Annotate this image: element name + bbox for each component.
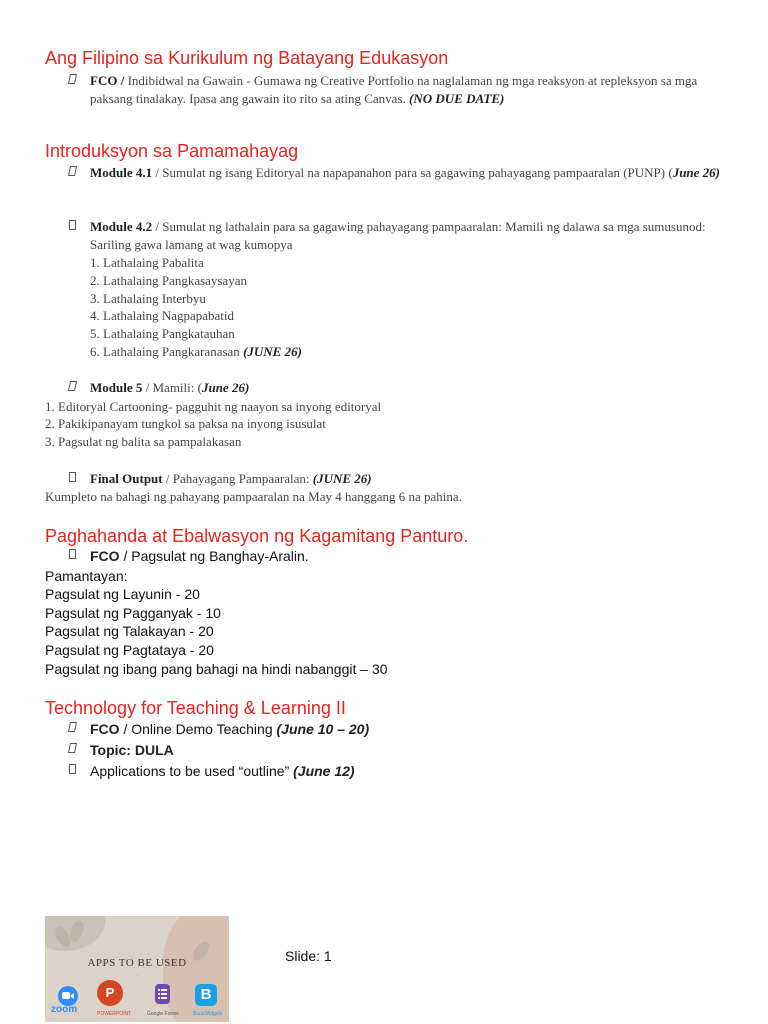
list-item: 2. Lathalaing Pangkasaysayan	[90, 273, 248, 288]
checkbox-bullet-icon	[68, 743, 77, 753]
google-forms-icon	[155, 984, 170, 1004]
section-title-kagamitang-panturo: Paghahanda at Ebalwasyon ng Kagamitang Panturo.	[45, 526, 469, 546]
list-item: 4. Lathalaing Nagpapabatid	[90, 308, 235, 323]
checkbox-bullet-icon	[69, 764, 76, 774]
list-item: 1. Lathalaing Pabalita	[90, 255, 204, 270]
section-title-filipino: Ang Filipino sa Kurikulum ng Batayang Edukasyon	[45, 48, 449, 68]
criteria-item: Pagsulat ng Layunin - 20	[45, 586, 200, 602]
checkbox-bullet-icon	[68, 74, 77, 84]
slide-thumbnail[interactable]	[45, 916, 229, 1022]
checkbox-bullet-icon	[69, 220, 76, 230]
criteria-item: Pagsulat ng ibang pang bahagi na hindi nabanggit – 30	[45, 661, 388, 677]
powerpoint-icon: P	[97, 980, 123, 1006]
criteria-item: Pagsulat ng Talakayan - 20	[45, 623, 214, 639]
zoom-label: zoom	[51, 1004, 78, 1015]
checkbox-bullet-icon	[68, 722, 77, 732]
checkbox-bullet-icon	[68, 381, 77, 391]
checkbox-bullet-icon	[68, 166, 77, 176]
thumbnail-subtitle: ...	[135, 972, 139, 977]
list-item: 3. Lathalaing Interbyu	[90, 291, 206, 306]
section-title-technology: Technology for Teaching & Learning II	[45, 698, 346, 718]
section-title-pamamahayag: Introduksyon sa Pamamahayag	[45, 141, 299, 161]
note-text: Kumpleto na bahagi ng pahayang pampaaralan na May 4 hanggang 6 na pahina.	[45, 489, 462, 504]
powerpoint-label: POWERPOINT	[97, 1011, 132, 1017]
checkbox-bullet-icon	[69, 472, 76, 482]
zoom-icon	[58, 986, 78, 1006]
criteria-item: Pagsulat ng Pagtataya - 20	[45, 642, 214, 658]
list-item: 5. Lathalaing Pangkatauhan	[90, 326, 235, 341]
list-item: 1. Editoryal Cartooning- pagguhit ng naayon sa inyong editoryal	[45, 399, 382, 414]
list-item: 6. Lathalaing Pangkaranasan (JUNE 26)	[90, 344, 302, 359]
list-item: 2. Pakikipanayam tungkol sa paksa na inyong isusulat	[45, 416, 326, 431]
google-forms-label: Google Forms	[147, 1011, 179, 1017]
criteria-item: Pagsulat ng Pagganyak - 10	[45, 605, 221, 621]
bookwidgets-label: BookWidgets	[193, 1011, 223, 1017]
bookwidgets-icon: B	[195, 984, 217, 1006]
checkbox-bullet-icon	[69, 549, 76, 559]
decorative-shape	[163, 916, 229, 1022]
criteria-heading: Pamantayan:	[45, 568, 128, 584]
slide-number-label: Slide: 1	[285, 948, 332, 964]
thumbnail-title: APPS TO BE USED	[87, 957, 187, 969]
list-item: 3. Pagsulat ng balita sa pampalakasan	[45, 434, 242, 449]
